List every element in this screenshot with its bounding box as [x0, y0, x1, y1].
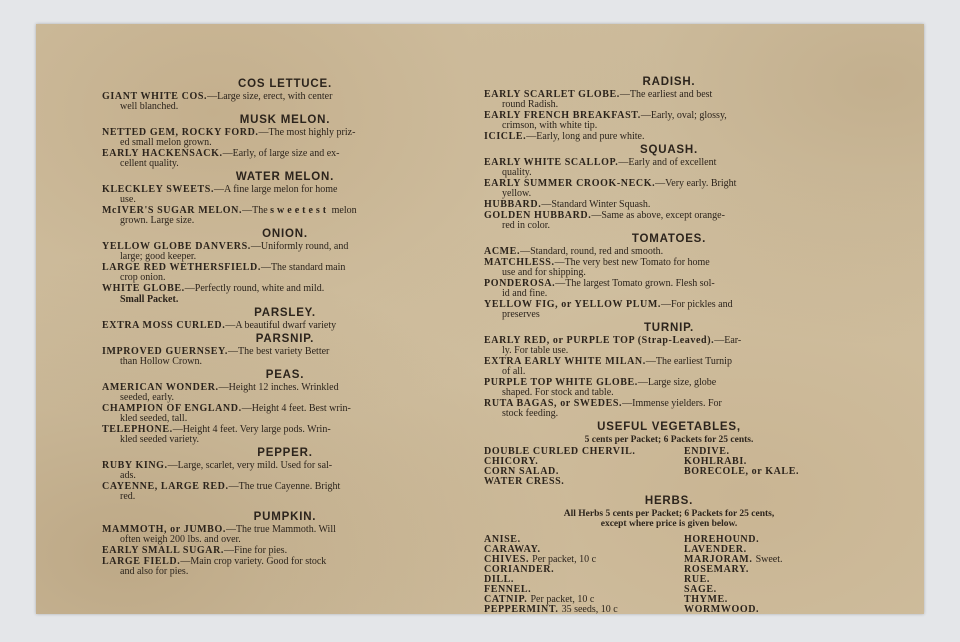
entry-name: EXTRA MOSS CURLED. — [102, 320, 226, 331]
herb-item-right: RUE. — [684, 574, 711, 585]
entry-acme — [484, 247, 854, 257]
entry-desc: —Large size, globe — [637, 377, 717, 388]
entry-cont: ads. — [120, 470, 136, 481]
entry-desc: —The largest Tomato grown. Flesh sol- — [555, 278, 715, 289]
entry-cont: stock feeding. — [502, 408, 559, 419]
section-title-cos-lettuce: COS LETTUCE. — [238, 78, 332, 90]
entry-name: EARLY SMALL SUGAR. — [102, 545, 225, 556]
entry-name: AMERICAN WONDER. — [102, 382, 219, 393]
entry-early-red-purple-top — [484, 336, 854, 356]
entry-cont: use and for shipping. — [502, 267, 586, 278]
entry-large-red-wethersfield — [102, 263, 468, 283]
herbs-list — [484, 535, 854, 614]
useful-item: KOHLRABI. — [684, 456, 747, 467]
entry-desc: —The standard main — [260, 262, 346, 273]
entry-name: LARGE RED WETHERSFIELD. — [102, 262, 261, 273]
useful-vegetables-list — [484, 447, 854, 487]
section-title-squash: SQUASH. — [640, 144, 698, 156]
entry-desc: —The earliest and best — [619, 89, 713, 100]
section-title-herbs: HERBS. — [644, 495, 694, 507]
entry-early-french-breakfast — [484, 111, 854, 131]
entry-cont: kled seeded variety. — [120, 434, 200, 445]
herb-item-right: THYME. — [684, 594, 728, 605]
entry-desc: —Height 4 feet. Best wrin- — [241, 403, 351, 414]
entry-cont: grown. Large size. — [120, 215, 195, 226]
section-title-tomatoes: TOMATOES. — [631, 233, 707, 245]
entry-american-wonder — [102, 383, 468, 403]
entry-hubbard — [484, 200, 854, 210]
entry-name: GOLDEN HUBBARD. — [484, 210, 592, 221]
entry-name: EARLY SCARLET GLOBE. — [484, 89, 620, 100]
entry-early-small-sugar — [102, 546, 468, 556]
entry-purple-top-white-globe — [484, 378, 854, 398]
entry-early-scarlet-globe — [484, 90, 854, 110]
entry-desc: —Early, oval; glossy, — [640, 110, 727, 121]
entry-early-white-scallop — [484, 158, 854, 178]
entry-desc: —For pickles and — [660, 299, 733, 310]
section-title-turnip: TURNIP. — [643, 322, 695, 334]
entry-desc: —Perfectly round, white and mild. — [184, 283, 325, 294]
entry-icicle — [484, 132, 854, 142]
entry-cont: yellow. — [502, 188, 532, 199]
herb-item-right: HOREHOUND. — [684, 534, 760, 545]
herb-item-left: PEPPERMINT. 35 seeds, 10 c — [484, 604, 618, 614]
herb-item-left: CHIVES. Per packet, 10 c — [484, 554, 597, 565]
entry-desc: —Fine for pies. — [224, 545, 288, 556]
entry-cont: crimson, with white tip. — [502, 120, 598, 131]
herb-item-right: SAGE. — [684, 584, 717, 595]
herb-item-right: ROSEMARY. — [684, 564, 749, 575]
herb-item-left: DILL. — [484, 574, 514, 585]
entry-cont: seeded, early. — [120, 392, 175, 403]
useful-item: CHICORY. — [484, 456, 539, 467]
entry-name: YELLOW FIG, or YELLOW PLUM. — [484, 299, 661, 310]
entry-name: ACME. — [484, 246, 521, 257]
section-title-parsnip: PARSNIP. — [255, 333, 315, 345]
entry-name: EARLY HACKENSACK. — [102, 148, 223, 159]
useful-item: WATER CRESS. — [484, 476, 565, 487]
entry-desc: —The true Cayenne. Bright — [228, 481, 341, 492]
entry-name: WHITE GLOBE. — [102, 283, 185, 294]
entry-name: RUTA BAGAS, or SWEDES. — [484, 398, 623, 409]
entry-mammoth-jumbo — [102, 525, 468, 545]
entry-name: EARLY FRENCH BREAKFAST. — [484, 110, 641, 121]
section-title-parsley: PARSLEY. — [254, 307, 316, 319]
entry-cont: than Hollow Crown. — [120, 356, 202, 367]
entry-desc: —A fine large melon for home — [214, 184, 338, 195]
entry-white-globe — [102, 284, 468, 305]
entry-yellow-globe-danvers — [102, 242, 468, 262]
entry-cont: id and fine. — [502, 288, 548, 299]
entry-name: EARLY WHITE SCALLOP. — [484, 157, 619, 168]
section-title-pumpkin: PUMPKIN. — [253, 511, 317, 523]
entry-matchless — [484, 258, 854, 278]
entry-name: EARLY RED, or PURPLE TOP (Strap-Leaved). — [484, 335, 715, 346]
entry-name: EXTRA EARLY WHITE MILAN. — [484, 356, 646, 367]
entry-desc: —Large, scarlet, very mild. Used for sal- — [167, 460, 333, 471]
entry-desc: —Immense yielders. For — [622, 398, 722, 409]
section-title-peas: PEAS. — [265, 369, 305, 381]
entry-desc: —Main crop variety. Good for stock — [180, 556, 327, 567]
entry-kleckley-sweets — [102, 185, 468, 205]
left-column — [102, 76, 468, 578]
entry-name: McIVER'S SUGAR MELON. — [102, 205, 243, 216]
entry-cont: shaped. For stock and table. — [502, 387, 614, 398]
useful-item: ENDIVE. — [684, 446, 730, 457]
entry-cont: kled seeded, tall. — [120, 413, 188, 424]
entry-extra-early-white-milan — [484, 357, 854, 377]
entry-early-hackensack — [102, 149, 468, 169]
entry-desc: —A beautiful dwarf variety — [225, 320, 337, 331]
entry-name: ICICLE. — [484, 131, 527, 142]
entry-desc: —Standard, round, red and smooth. — [520, 246, 664, 257]
entry-name: NETTED GEM, ROCKY FORD. — [102, 127, 259, 138]
entry-ponderosa — [484, 279, 854, 299]
entry-name: HUBBARD. — [484, 199, 542, 210]
section-title-onion: ONION. — [262, 228, 308, 240]
useful-item — [684, 477, 854, 487]
useful-item: DOUBLE CURLED CHERVIL. — [484, 446, 636, 457]
entry-desc: —Uniformly round, and — [250, 241, 349, 252]
entry-name: EARLY SUMMER CROOK-NECK. — [484, 178, 656, 189]
entry-desc: —The earliest Turnip — [645, 356, 732, 367]
entry-cont: of all. — [502, 366, 526, 377]
entry-emphasis: sweetest — [270, 205, 330, 216]
herb-item-left: CARAWAY. — [484, 544, 541, 555]
entry-cont: often weigh 200 lbs. and over. — [120, 534, 241, 545]
entry-large-field — [102, 557, 468, 577]
entry-name: TELEPHONE. — [102, 424, 173, 435]
entry-cont: well blanched. — [120, 101, 179, 112]
entry-cont: preserves — [502, 309, 540, 320]
entry-name: MAMMOTH, or JUMBO. — [102, 524, 226, 535]
entry-early-summer-crook-neck — [484, 179, 854, 199]
useful-vegetables-price-note: 5 cents per Packet; 6 Packets for 25 cents. — [584, 435, 754, 445]
herb-item-left: ANISE. — [484, 534, 521, 545]
section-title-pepper: PEPPER. — [257, 447, 313, 459]
entry-desc: —Large size, erect, with center — [207, 91, 333, 102]
entry-name: YELLOW GLOBE DANVERS. — [102, 241, 251, 252]
entry-ruta-bagas — [484, 399, 854, 419]
entry-name: CAYENNE, LARGE RED. — [102, 481, 229, 492]
right-column — [484, 74, 854, 614]
entry-cont: Small Packet. — [120, 294, 179, 305]
entry-desc: —The best variety Better — [228, 346, 330, 357]
entry-name: MATCHLESS. — [484, 257, 555, 268]
entry-golden-hubbard — [484, 211, 854, 231]
entry-cont: ly. For table use. — [502, 345, 569, 356]
entry-desc: —Standard Winter Squash. — [541, 199, 651, 210]
entry-desc: —Early and of excellent — [618, 157, 717, 168]
entry-name: PURPLE TOP WHITE GLOBE. — [484, 377, 638, 388]
entry-name: KLECKLEY SWEETS. — [102, 184, 215, 195]
entry-name: CHAMPION OF ENGLAND. — [102, 403, 242, 414]
herb-item-left: CATNIP. Per packet, 10 c — [484, 594, 595, 605]
entry-cont: crop onion. — [120, 272, 166, 283]
section-title-musk-melon: MUSK MELON. — [239, 114, 331, 126]
entry-mciver-sugar-melon — [102, 206, 468, 226]
entry-desc: —The — [242, 205, 268, 216]
section-title-water-melon: WATER MELON. — [235, 171, 335, 183]
section-title-radish: RADISH. — [642, 76, 696, 88]
herbs-price-note-1: All Herbs 5 cents per Packet; 6 Packets for 25 cents, — [563, 509, 775, 519]
entry-name: RUBY KING. — [102, 460, 168, 471]
herb-item-right: LAVENDER. — [684, 544, 747, 555]
entry-desc: —The very best new Tomato for home — [554, 257, 710, 268]
entry-champion-of-england — [102, 404, 468, 424]
entry-extra-moss-curled — [102, 321, 468, 331]
entry-giant-white-cos — [102, 92, 468, 112]
entry-cont: cellent quality. — [120, 158, 179, 169]
entry-desc: —The most highly priz- — [258, 127, 356, 138]
herb-item-right: MARJORAM. Sweet. — [684, 554, 783, 565]
seed-catalog-page — [36, 24, 924, 614]
entry-name: IMPROVED GUERNSEY. — [102, 346, 229, 357]
entry-desc: —Early, of large size and ex- — [222, 148, 340, 159]
herb-item-left: CORIANDER. — [484, 564, 555, 575]
entry-improved-guernsey — [102, 347, 468, 367]
entry-name: LARGE FIELD. — [102, 556, 181, 567]
section-title-useful-vegetables: USEFUL VEGETABLES, — [597, 421, 741, 433]
entry-desc-end: melon — [331, 205, 357, 216]
entry-desc: —Height 4 feet. Very large pods. Wrin- — [172, 424, 331, 435]
entry-desc: —Very early. Bright — [655, 178, 737, 189]
herb-item-left: FENNEL. — [484, 584, 532, 595]
herbs-price-note-2: except where price is given below. — [600, 519, 738, 529]
useful-item: BORECOLE, or KALE. — [684, 466, 800, 477]
entry-cont: large; good keeper. — [120, 251, 197, 262]
entry-cayenne-large-red — [102, 482, 468, 502]
entry-telephone — [102, 425, 468, 445]
useful-item: CORN SALAD. — [484, 466, 559, 477]
entry-desc: —Same as above, except orange- — [591, 210, 725, 221]
entry-cont: red. — [120, 491, 136, 502]
entry-cont: round Radish. — [502, 99, 559, 110]
entry-desc: —The true Mammoth. Will — [225, 524, 336, 535]
entry-cont: use. — [120, 194, 136, 205]
entry-yellow-fig — [484, 300, 854, 320]
entry-name: PONDEROSA. — [484, 278, 556, 289]
entry-desc: —Ear- — [714, 335, 742, 346]
herb-item-right: WORMWOOD. — [684, 604, 760, 614]
entry-name: GIANT WHITE COS. — [102, 91, 208, 102]
entry-cont: red in color. — [502, 220, 551, 231]
entry-netted-gem — [102, 128, 468, 148]
entry-cont: and also for pies. — [120, 566, 189, 577]
entry-desc: —Height 12 inches. Wrinkled — [218, 382, 339, 393]
entry-cont: ed small melon grown. — [120, 137, 212, 148]
entry-ruby-king — [102, 461, 468, 481]
entry-desc: —Early, long and pure white. — [526, 131, 645, 142]
entry-cont: quality. — [502, 167, 532, 178]
